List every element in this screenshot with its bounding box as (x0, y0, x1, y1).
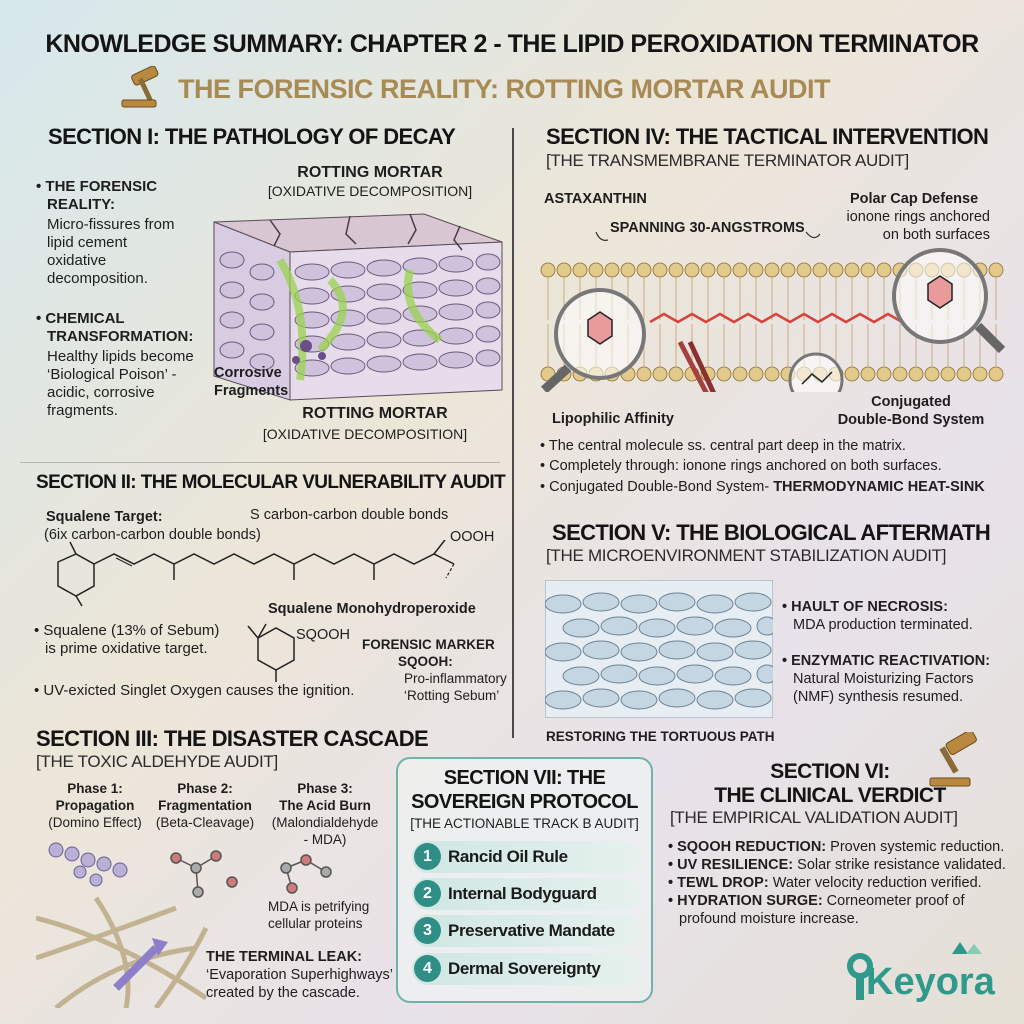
verdict-item: • UV RESILIENCE: Solar strike resistance validated. (668, 857, 1006, 873)
necrosis-heading: • HAULT OF NECROSIS: (782, 599, 948, 615)
enzymatic-body: Natural Moisturizing Factors (NMF) synthesis resumed. (793, 671, 974, 705)
forensic-marker-heading: FORENSIC MARKER SQOOH: (362, 637, 495, 669)
section7-heading: SECTION VII: THE SOVEREIGN PROTOCOL (411, 767, 638, 813)
sqooh-group-label: SQOOH (296, 627, 350, 643)
protocol-step-1: 1 Rancid Oil Rule (412, 841, 640, 873)
section7-sub: [THE ACTIONABLE TRACK B AUDIT] (410, 816, 639, 831)
phase1-label: Phase 1: Propagation (Domino Effect) (48, 781, 142, 830)
verdict-item: • HYDRATION SURGE: Corneometer proof of (668, 893, 965, 909)
section4-heading: SECTION IV: THE TACTICAL INTERVENTION (546, 124, 989, 149)
conjugated-system-label: Conjugated Double-Bond System (837, 394, 985, 428)
lipophilic-affinity-label: Lipophilic Affinity (552, 411, 674, 427)
section-divider (20, 462, 500, 463)
polar-cap-heading: Polar Cap Defense (850, 191, 979, 207)
section5-heading: SECTION V: THE BIOLOGICAL AFTERMATH (552, 520, 991, 545)
protocol-step-3: 3 Preservative Mandate (412, 915, 640, 947)
mda-note: MDA is petrifying cellular proteins (268, 899, 370, 931)
corrosive-fragments-label: Corrosive Fragments (214, 365, 289, 399)
squalene-target-sub: (6ix carbon-carbon double bonds) (44, 527, 261, 543)
logo-wordmark: Keyora (866, 961, 995, 1003)
phase2-label: Phase 2: Fragmentation (Beta-Cleavage) (155, 781, 255, 830)
rotting-mortar-top-label: ROTTING MORTAR (297, 164, 443, 181)
forensic-marker-body: Pro-inflammatory ‘Rotting Sebum’ (404, 671, 507, 703)
forensic-reality-body: Micro-fissures from lipid cement oxidative decomposition. (47, 216, 175, 287)
section4-bullet-3: • Conjugated Double-Bond System- THERMODYNAMIC HEAT-SINK (540, 479, 985, 495)
protocol-step-4: 4 Dermal Sovereignty (412, 953, 640, 985)
section3-sub: [THE TOXIC ALDEHYDE AUDIT] (36, 752, 278, 771)
verdict-item: • TEWL DROP: Water velocity reduction verified. (668, 875, 982, 891)
section5-caption: RESTORING THE TORTUOUS PATH (546, 729, 775, 744)
terminal-leak-body: ‘Evaporation Superhighways’ created by the cascade. (206, 967, 393, 1001)
oooh-label: OOOH (450, 529, 495, 545)
page-title: KNOWLEDGE SUMMARY: CHAPTER 2 - THE LIPID PEROXIDATION TERMINATOR (45, 30, 979, 58)
section4-bullet-1: • The central molecule ss. central part deep in the matrix. (540, 438, 906, 454)
verdict-list: • SQOOH REDUCTION: Proven systemic reduction. • UV RESILIENCE: Solar strike resistance validated. • TEWL DROP: Water velocity reduction verified. • HYDRATION SURGE: Corneometer proof of profound moisture increase. (668, 838, 1008, 928)
enzymatic-heading: • ENZYMATIC REACTIVATION: (782, 653, 991, 669)
section1-heading: SECTION I: THE PATHOLOGY OF DECAY (48, 124, 456, 149)
page-subtitle: THE FORENSIC REALITY: ROTTING MORTAR AUDIT (178, 74, 830, 104)
verdict-item: • SQOOH REDUCTION: Proven systemic reduction. (668, 839, 1005, 855)
squalene-target-label: Squalene Target: (46, 509, 163, 525)
column-divider (512, 128, 514, 738)
rotting-mortar-bottom-sub: [OXIDATIVE DECOMPOSITION] (262, 426, 468, 442)
membrane-illustration (540, 222, 1010, 392)
chemical-transformation-body: Healthy lipids become ‘Biological Poison’ - acidic, corrosive fragments. (47, 348, 194, 419)
astaxanthin-label: ASTAXANTHIN (544, 191, 647, 207)
section3-heading: SECTION III: THE DISASTER CASCADE (36, 726, 429, 751)
chemical-transformation-heading: • CHEMICAL TRANSFORMATION: (36, 310, 194, 345)
phase3-label: Phase 3: The Acid Burn (Malondialdehyde - MDA) (271, 781, 379, 847)
forensic-reality-heading: • THE FORENSIC REALITY: (36, 178, 158, 213)
singlet-oxygen-bullet: • UV-exicted Singlet Oxygen causes the ignition. (34, 682, 355, 699)
squalene-sebum-bullet: • Squalene (13% of Sebum) is prime oxidative target. (34, 622, 220, 657)
gavel-icon (118, 66, 174, 110)
section4-sub: [THE TRANSMEMBRANE TERMINATOR AUDIT] (546, 151, 909, 170)
section4-bullet-2: • Completely through: ionone rings anchored on both surfaces. (540, 458, 942, 474)
polar-cap-body: ionone rings anchored on both surfaces (846, 209, 990, 243)
section6-sub: [THE EMPIRICAL VALIDATION AUDIT] (670, 808, 958, 827)
necrosis-body: MDA production terminated. (793, 617, 973, 633)
spanning-label: SPANNING 30-ANGSTROMS (610, 220, 805, 236)
healthy-tissue-illustration (545, 580, 773, 718)
keyora-logo (840, 942, 1012, 1008)
section2-heading: SECTION II: THE MOLECULAR VULNERABILITY AUDIT (36, 472, 506, 493)
rotting-mortar-bottom-label: ROTTING MORTAR (302, 405, 448, 422)
rotting-mortar-top-sub: [OXIDATIVE DECOMPOSITION] (267, 183, 473, 199)
section6-heading: SECTION VI: THE CLINICAL VERDICT (714, 760, 946, 807)
terminal-leak-heading: THE TERMINAL LEAK: (206, 949, 363, 965)
monohydroperoxide-label: Squalene Monohydroperoxide (268, 601, 476, 617)
protocol-step-2: 2 Internal Bodyguard (412, 878, 640, 910)
section5-sub: [THE MICROENVIRONMENT STABILIZATION AUDIT] (546, 546, 947, 565)
double-bonds-label: S carbon-carbon double bonds (250, 507, 449, 523)
